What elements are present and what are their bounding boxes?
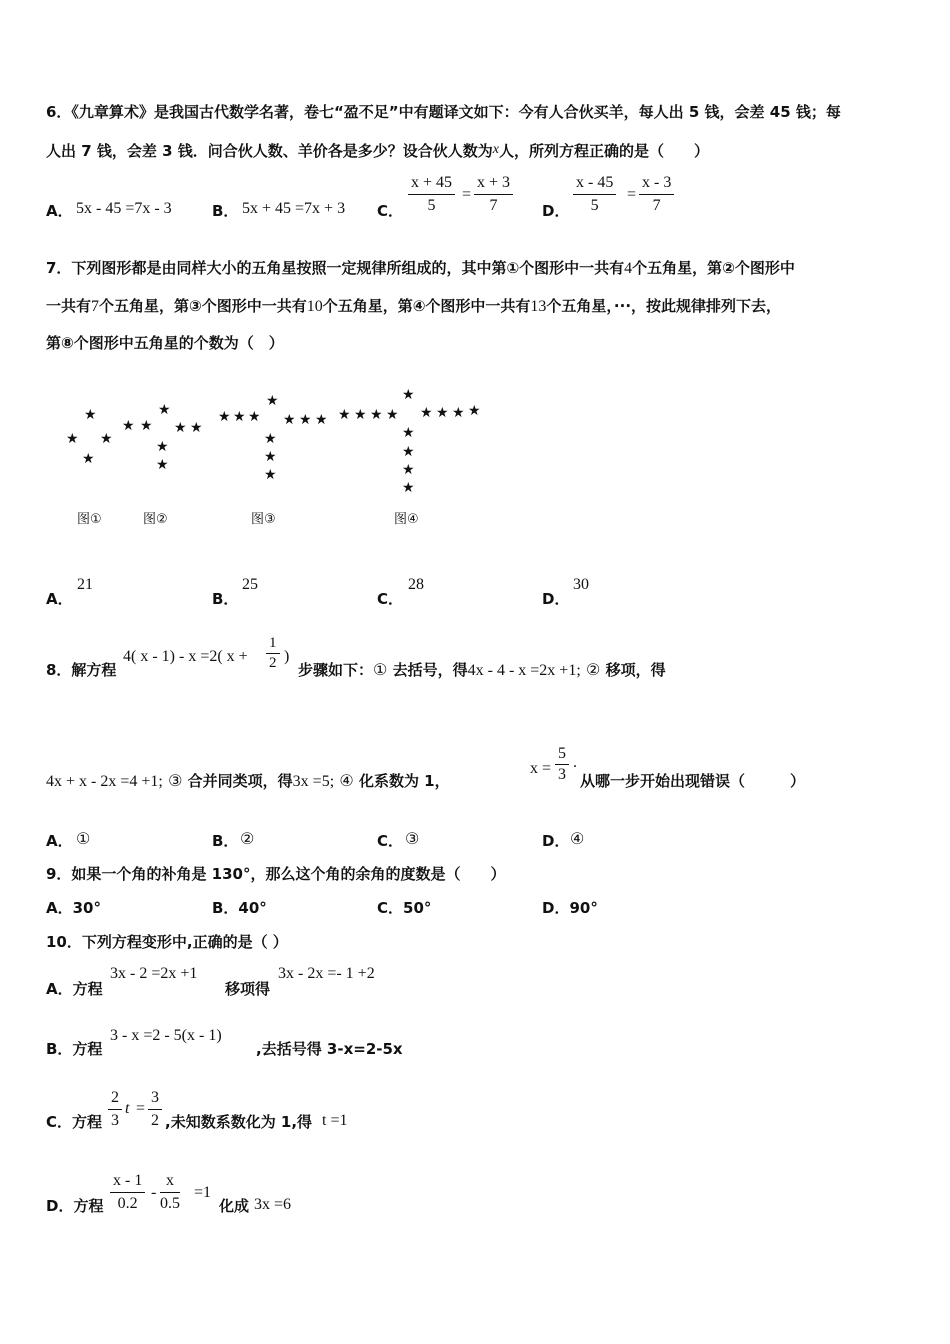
q7-opt-a-val: 21: [77, 576, 93, 593]
star-icon: ★: [468, 403, 481, 419]
q8-prefix: 8．解方程: [46, 661, 117, 679]
q10-text: 10．下列方程变形中,正确的是（ ）: [46, 933, 288, 951]
q10-b-expr: 3 - x =2 - 5(x - 1): [110, 1027, 222, 1044]
star-icon: ★: [338, 407, 351, 423]
q10-d-frac1: $\frac{x - 1}{0.2}$: [110, 1170, 145, 1215]
q7-opt-b-val: 25: [242, 576, 258, 593]
q6-opt-c-label: C．: [377, 202, 404, 220]
q10-a-mid: 移项得: [225, 980, 271, 998]
q8-steps: 步骤如下：① 去括号，得4x - 4 - x =2x +1; ② 移项，得: [298, 661, 666, 679]
star-icon: ★: [266, 393, 279, 409]
q10-d-mid: 化成: [219, 1197, 250, 1215]
star-icon: ★: [82, 451, 95, 467]
star-icon: ★: [299, 412, 312, 428]
q6-opt-a-expr: 5x - 45 =7x - 3: [76, 200, 172, 217]
q9-opt-d: D．90°: [542, 899, 598, 917]
star-icon: ★: [315, 412, 328, 428]
q8-opt-d-val: ④: [570, 831, 585, 848]
q8-opt-a-val: ①: [76, 831, 91, 848]
star-icon: ★: [386, 407, 399, 423]
star-icon: ★: [190, 420, 203, 436]
q10-c-tail: ,未知数系数化为 1,得: [165, 1113, 313, 1131]
q10-c-label: C．方程: [46, 1113, 103, 1131]
q6-opt-d-frac1: $\frac{x - 45}{5}$: [573, 172, 616, 217]
star-icon: ★: [283, 412, 296, 428]
q9-opt-c: C．50°: [377, 899, 432, 917]
q6-line1: 6．《九章算术》是我国古代数学名著，卷七“盈不足”中有题译文如下：今有人合伙买羊，每人出 5 钱，会差 45 钱；每: [46, 103, 841, 121]
q10-a-expr2: 3x - 2x =- 1 +2: [278, 965, 375, 982]
q10-c-eq: =: [136, 1100, 146, 1117]
q8-x-eq: x =: [530, 760, 552, 777]
q9-opt-a: A．30°: [46, 899, 101, 917]
q6-opt-d-label: D．: [542, 202, 570, 220]
star-icon: ★: [420, 405, 433, 421]
star-icon: ★: [140, 418, 153, 434]
q8-opt-d-label: D．: [542, 832, 570, 850]
q10-b-tail: ,去括号得 3-x=2-5x: [256, 1040, 403, 1058]
star-icon: ★: [402, 462, 415, 478]
q7-fig-label-2: 图②: [143, 512, 168, 527]
star-icon: ★: [156, 439, 169, 455]
q9-opt-b: B．40°: [212, 899, 267, 917]
star-icon: ★: [248, 409, 261, 425]
q10-b-label: B．方程: [46, 1040, 103, 1058]
q6-opt-c-frac2: $\frac{x + 3}{7}$: [474, 172, 513, 217]
q8-half-frac: $\frac{1}{2}$: [266, 634, 280, 673]
q7-opt-c-label: C．: [377, 590, 404, 608]
q8-equation: 4( x - 1) - x =2( x +: [123, 648, 248, 665]
star-icon: ★: [100, 431, 113, 447]
q6-opt-d-frac2: $\frac{x - 3}{7}$: [639, 172, 674, 217]
q6-opt-b-expr: 5x + 45 =7x + 3: [242, 200, 346, 217]
q8-opt-c-label: C．: [377, 832, 404, 850]
q8-opt-c-val: ③: [405, 831, 420, 848]
star-icon: ★: [158, 402, 171, 418]
q7-fig-label-4: 图④: [394, 512, 419, 527]
q7-opt-d-label: D．: [542, 590, 570, 608]
star-icon: ★: [84, 407, 97, 423]
star-icon: ★: [264, 449, 277, 465]
q6-opt-b-label: B．: [212, 202, 239, 220]
star-icon: ★: [402, 444, 415, 460]
star-icon: ★: [264, 467, 277, 483]
star-icon: ★: [264, 431, 277, 447]
q10-c-var: t: [125, 1100, 130, 1117]
q8-tail: 从哪一步开始出现错误（ ）: [580, 772, 806, 790]
star-icon: ★: [354, 407, 367, 423]
q6-opt-c-eq: =: [462, 186, 472, 203]
q8-dot: .: [573, 754, 577, 771]
star-icon: ★: [233, 409, 246, 425]
star-icon: ★: [66, 431, 79, 447]
q7-fig-label-1: 图①: [77, 512, 102, 527]
star-icon: ★: [402, 480, 415, 496]
q6-opt-c-frac1: $\frac{x + 45}{5}$: [408, 172, 455, 217]
q8-opt-b-label: B．: [212, 832, 239, 850]
q7-opt-b-label: B．: [212, 590, 239, 608]
q6-line2: 人出 7 钱，会差 3 钱．问合伙人数、羊价各是多少？设合伙人数为x人，所列方程正确的是（ ）: [46, 142, 709, 160]
star-icon: ★: [402, 387, 415, 403]
q10-a-label: A．方程: [46, 980, 103, 998]
star-icon: ★: [370, 407, 383, 423]
q10-c-frac2: $\frac{3}{2}$: [148, 1087, 162, 1132]
q7-opt-c-val: 28: [408, 576, 424, 593]
q8-result-frac: $\frac{5}{3}$: [555, 744, 569, 785]
star-icon: ★: [436, 405, 449, 421]
star-icon: ★: [174, 420, 187, 436]
star-icon: ★: [452, 405, 465, 421]
q7-opt-a-label: A．: [46, 590, 73, 608]
q10-d-label: D．方程: [46, 1197, 104, 1215]
q10-d-frac2: $\frac{x}{0.5}$: [160, 1172, 180, 1212]
q10-a-expr1: 3x - 2 =2x +1: [110, 965, 198, 982]
q8-line2: 4x + x - 2x =4 +1; ③ 合并同类项，得3x =5; ④ 化系数为 1，: [46, 772, 450, 790]
q7-line2: 一共有7个五角星，第③个图形中一共有10个五角星，第④个图形中一共有13个五角星，···，按此规律排列下去，: [46, 297, 782, 315]
q9-text: 9．如果一个角的补角是 130°，那么这个角的余角的度数是（ ）: [46, 865, 506, 883]
q10-d-minus: -: [151, 1184, 157, 1201]
q7-line1: 7．下列图形都是由同样大小的五角星按照一定规律所组成的，其中第①个图形中一共有4个五角星，第②个图形中: [46, 259, 795, 277]
q6-opt-d-eq: =: [627, 186, 637, 203]
q8-opt-a-label: A．: [46, 832, 73, 850]
q6-opt-a-label: A．: [46, 202, 73, 220]
q8-opt-b-val: ②: [240, 831, 255, 848]
q7-star-figures: [0, 0, 950, 560]
star-icon: ★: [218, 409, 231, 425]
q10-d-result: 3x =6: [254, 1196, 292, 1213]
q8-eq-close: ): [284, 648, 290, 665]
star-icon: ★: [122, 418, 135, 434]
q10-d-eq: =1: [194, 1184, 212, 1201]
q7-fig-label-3: 图③: [251, 512, 276, 527]
q10-c-result: t =1: [322, 1112, 348, 1129]
star-icon: ★: [402, 425, 415, 441]
q7-line3: 第⑧个图形中五角星的个数为（ ）: [46, 334, 284, 352]
q7-opt-d-val: 30: [573, 576, 589, 593]
q10-c-frac1: $\frac{2}{3}$: [108, 1087, 122, 1132]
star-icon: ★: [156, 457, 169, 473]
